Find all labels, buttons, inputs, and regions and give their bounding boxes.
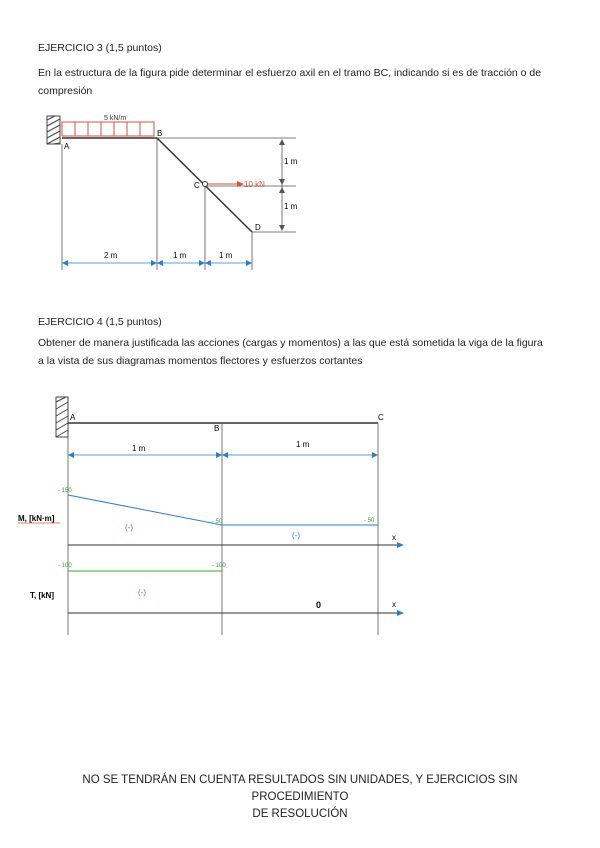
exercise-4-figure <box>0 380 600 650</box>
footer-line-1: NO SE TENDRÁN EN CUENTA RESULTADOS SIN UNIDADES, Y EJERCICIOS SIN PROCEDIMIENTO <box>82 774 518 803</box>
shear-axis-x: x <box>392 600 396 609</box>
t-val-mid: - 100 <box>212 563 226 569</box>
dim-h2-label: 1 m <box>173 251 187 260</box>
footer-note <box>40 772 560 823</box>
moment-sign-1: (-) <box>125 523 133 532</box>
moment-curve <box>68 495 378 525</box>
label-a: A <box>64 142 70 151</box>
m-val-end: - 50 <box>364 518 375 524</box>
distributed-load <box>62 122 154 136</box>
m-val-mid: - 50 <box>212 519 223 525</box>
shear-sign: (-) <box>138 588 146 597</box>
exercise-4-text: Obtener de manera justificada las acciones (cargas y momentos) a las que está sometida la viga de la figura a la vista de sus diagramas momentos flectores y esfuerzos cortantes <box>38 337 543 367</box>
dim-1-label: 1 m <box>132 444 146 453</box>
label-b2: B <box>214 424 220 433</box>
shear-zero: 0 <box>316 600 322 610</box>
t-val-start: - 100 <box>58 563 72 569</box>
force-label: 10 kN <box>244 180 265 189</box>
wall-hatch <box>47 116 60 144</box>
exercise-3-figure <box>0 0 600 300</box>
wall-hatch-2 <box>56 397 68 437</box>
label-c: C <box>194 181 200 190</box>
exercise-3-text: En la estructura de la figura pide determinar el esfuerzo axil en el tramo BC, indicando si es de tracción o de compresión <box>38 67 542 97</box>
shear-label: T, [kN] <box>30 591 54 600</box>
moment-axis-x: x <box>392 533 396 542</box>
dim-2-label: 1 m <box>296 440 310 449</box>
m-val-start: - 150 <box>58 488 72 494</box>
label-c2: C <box>378 413 384 422</box>
label-b: B <box>157 129 163 138</box>
moment-label: M, [kN·m] <box>18 514 55 523</box>
node-c <box>203 182 208 187</box>
dim-v1-label: 1 m <box>284 157 298 166</box>
exercise-3-title: EJERCICIO 3 (1,5 puntos) <box>38 42 162 54</box>
footer-line-2: DE RESOLUCIÓN <box>252 808 348 820</box>
label-a2: A <box>70 413 76 422</box>
load-label: 5 kN/m <box>104 115 127 122</box>
exercise-4-title: EJERCICIO 4 (1,5 puntos) <box>38 316 162 328</box>
dim-v2-label: 1 m <box>284 202 298 211</box>
dim-h1-label: 2 m <box>104 251 118 260</box>
label-d: D <box>255 223 261 232</box>
moment-sign-2: (-) <box>292 531 300 540</box>
dim-h3-label: 1 m <box>219 251 233 260</box>
